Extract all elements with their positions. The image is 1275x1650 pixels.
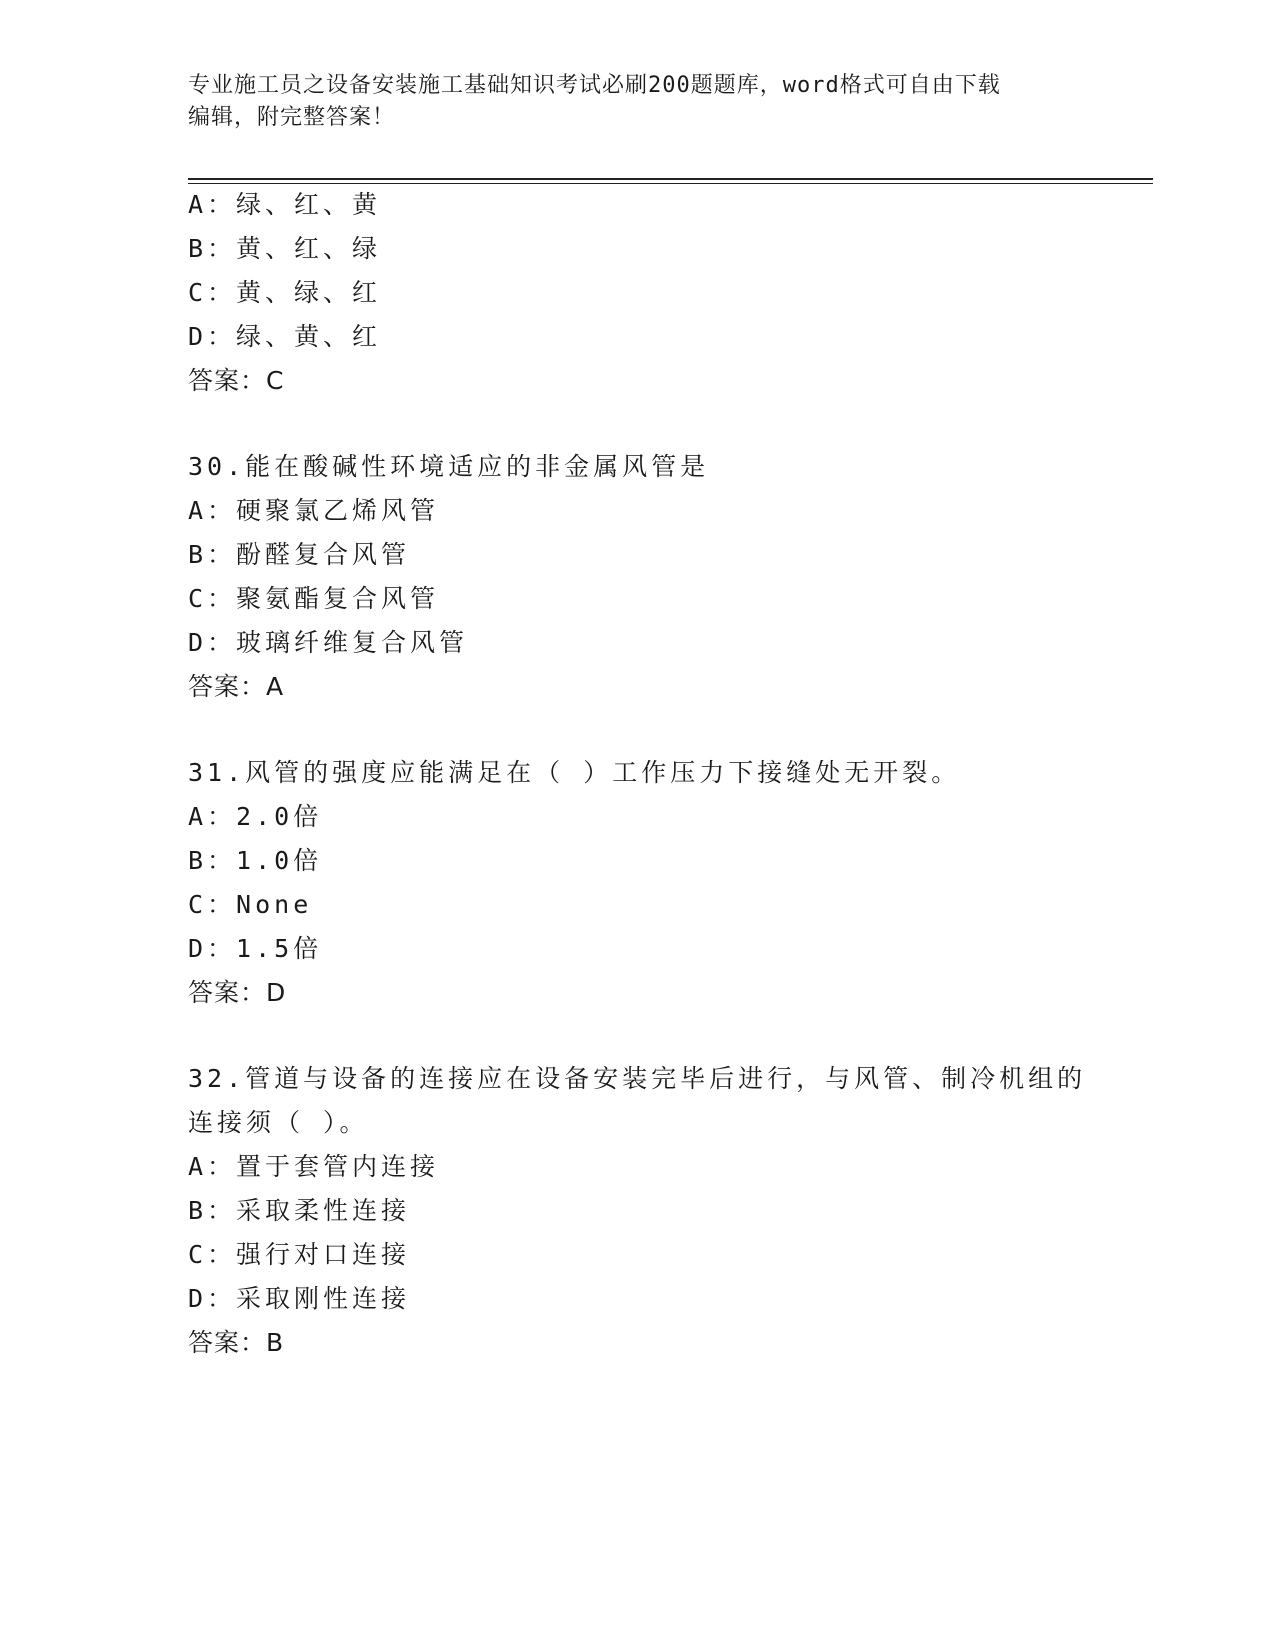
- q32-option-d: D：采取刚性连接: [188, 1284, 411, 1313]
- header-divider-thin: [188, 183, 1153, 184]
- q30-option-a: A：硬聚氯乙烯风管: [188, 496, 440, 525]
- q30-answer: 答案：A: [188, 672, 285, 701]
- q31-option-c: C：None: [188, 890, 313, 919]
- q31-answer: 答案：D: [188, 978, 287, 1007]
- q30-option-c: C：聚氨酯复合风管: [188, 584, 440, 613]
- document-header: [188, 70, 1088, 134]
- q30-question: 30.能在酸碱性环境适应的非金属风管是: [188, 452, 710, 481]
- q32-answer: 答案：B: [188, 1328, 285, 1357]
- header-divider-thick: [188, 178, 1153, 180]
- q29-option-b: B：黄、红、绿: [188, 234, 382, 263]
- q29-option-c: C：黄、绿、红: [188, 278, 382, 307]
- q30-option-b: B：酚醛复合风管: [188, 540, 411, 569]
- q31-option-b: B：1.0倍: [188, 846, 323, 875]
- q29-option-d: D：绿、黄、红: [188, 322, 382, 351]
- q29-option-a: A：绿、红、黄: [188, 190, 382, 219]
- q31-option-a: A：2.0倍: [188, 802, 323, 831]
- q32-question-line-2: 连接须（ ）。: [188, 1108, 369, 1137]
- q32-option-a: A：置于套管内连接: [188, 1152, 440, 1181]
- q30-option-d: D：玻璃纤维复合风管: [188, 628, 469, 657]
- header-line-2: 编辑，附完整答案！: [188, 105, 396, 130]
- q29-answer: 答案：C: [188, 366, 285, 395]
- q32-option-c: C：强行对口连接: [188, 1240, 411, 1269]
- header-line-1: 专业施工员之设备安装施工基础知识考试必刷200题题库，word格式可自由下载: [188, 73, 1001, 98]
- q32-option-b: B：采取柔性连接: [188, 1196, 411, 1225]
- q32-question-line-1: 32.管道与设备的连接应在设备安装完毕后进行，与风管、制冷机组的: [188, 1064, 1087, 1093]
- q31-question: 31.风管的强度应能满足在（ ）工作压力下接缝处无开裂。: [188, 758, 961, 787]
- q31-option-d: D：1.5倍: [188, 934, 323, 963]
